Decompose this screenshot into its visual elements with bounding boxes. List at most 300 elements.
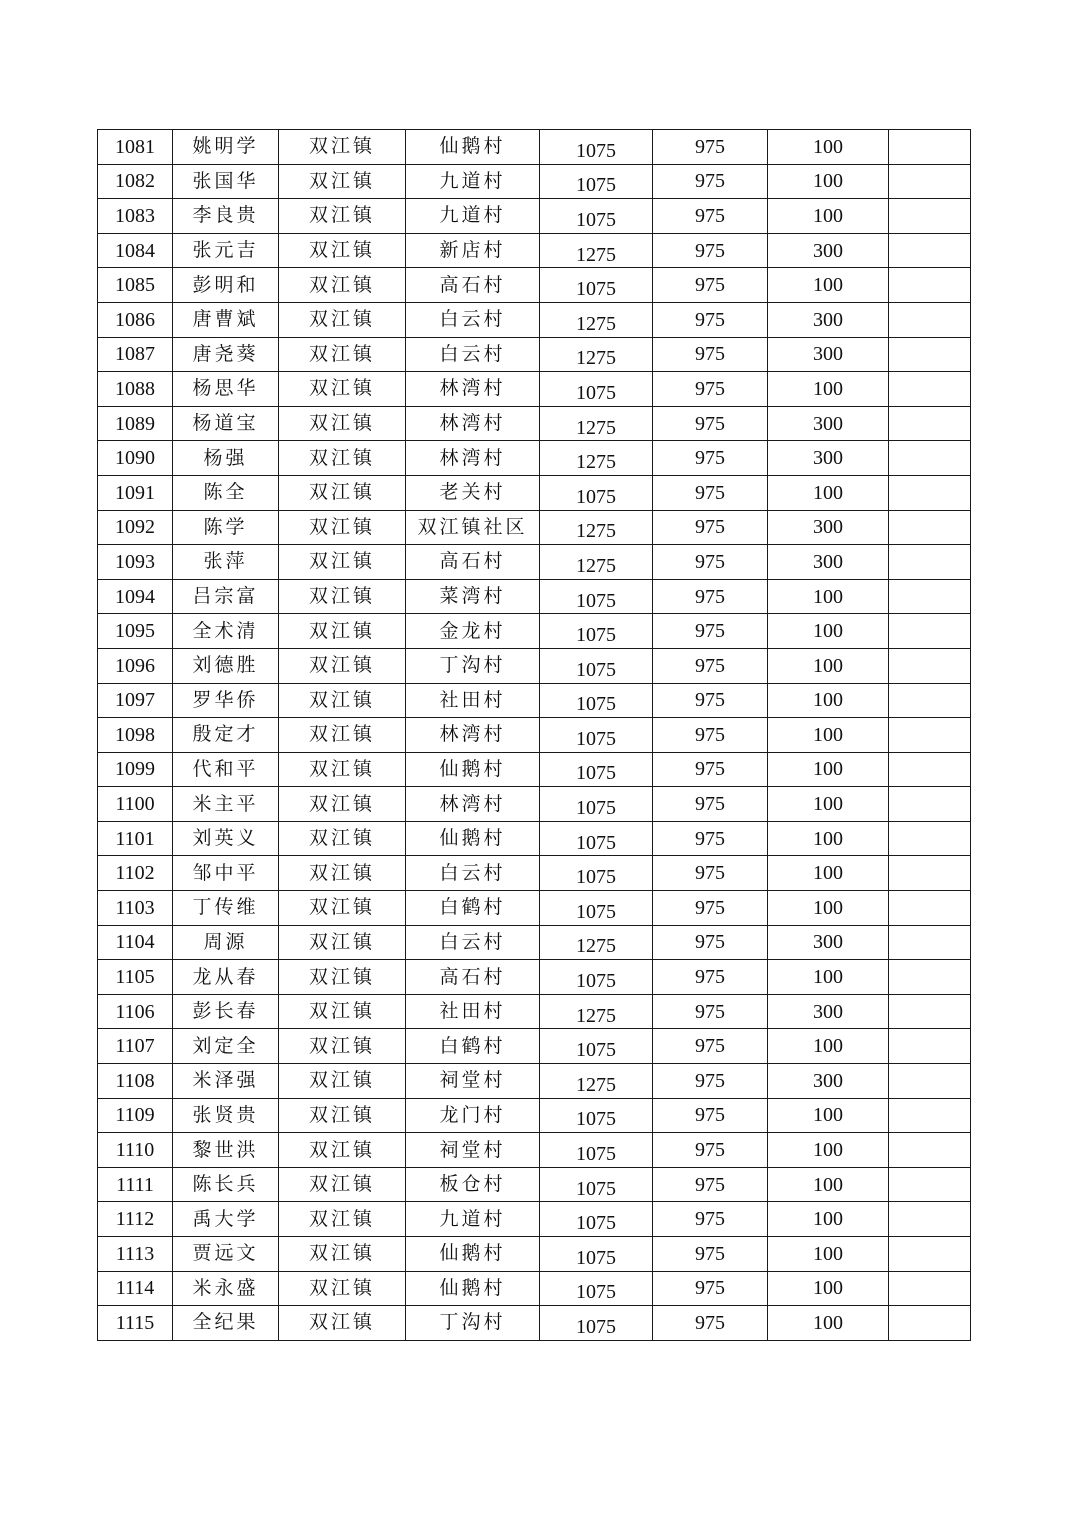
- table-row: [98, 787, 971, 822]
- total-amount-cell: 1075: [540, 1271, 653, 1306]
- base-amount-cell: 975: [653, 475, 768, 510]
- town-cell: 双江镇: [279, 718, 406, 753]
- base-amount-cell: 975: [653, 1133, 768, 1168]
- name-cell: 代和平: [173, 752, 279, 787]
- extra-amount-cell: 100: [768, 1098, 889, 1133]
- town-cell: 双江镇: [279, 1133, 406, 1168]
- town-cell: 双江镇: [279, 130, 406, 165]
- extra-amount-cell: 100: [768, 199, 889, 234]
- town-cell: 双江镇: [279, 1237, 406, 1272]
- total-amount-cell: 1075: [540, 1237, 653, 1272]
- town-cell: 双江镇: [279, 787, 406, 822]
- row-number-cell: 1085: [98, 268, 173, 303]
- table-row: [98, 545, 971, 580]
- row-number-cell: 1103: [98, 891, 173, 926]
- village-cell: 九道村: [406, 1202, 540, 1237]
- town-cell: 双江镇: [279, 752, 406, 787]
- table-row: [98, 302, 971, 337]
- base-amount-cell: 975: [653, 337, 768, 372]
- total-amount-cell: 1075: [540, 614, 653, 649]
- table-row: [98, 856, 971, 891]
- row-number-cell: 1081: [98, 130, 173, 165]
- base-amount-cell: 975: [653, 199, 768, 234]
- town-cell: 双江镇: [279, 233, 406, 268]
- remark-cell: [889, 337, 971, 372]
- total-amount-cell: 1075: [540, 856, 653, 891]
- village-cell: 白鹤村: [406, 891, 540, 926]
- table-row: [98, 614, 971, 649]
- base-amount-cell: 975: [653, 891, 768, 926]
- town-cell: 双江镇: [279, 199, 406, 234]
- total-amount-cell: 1075: [540, 1098, 653, 1133]
- remark-cell: [889, 718, 971, 753]
- village-cell: 社田村: [406, 994, 540, 1029]
- table-row: [98, 130, 971, 165]
- name-cell: 黎世洪: [173, 1133, 279, 1168]
- total-amount-cell: 1075: [540, 1202, 653, 1237]
- base-amount-cell: 975: [653, 856, 768, 891]
- village-cell: 林湾村: [406, 406, 540, 441]
- town-cell: 双江镇: [279, 1167, 406, 1202]
- base-amount-cell: 975: [653, 372, 768, 407]
- extra-amount-cell: 100: [768, 372, 889, 407]
- row-number-cell: 1089: [98, 406, 173, 441]
- name-cell: 杨思华: [173, 372, 279, 407]
- base-amount-cell: 975: [653, 821, 768, 856]
- village-cell: 高石村: [406, 960, 540, 995]
- total-amount-cell: 1075: [540, 1167, 653, 1202]
- town-cell: 双江镇: [279, 475, 406, 510]
- name-cell: 丁传维: [173, 891, 279, 926]
- total-amount-cell: 1275: [540, 302, 653, 337]
- row-number-cell: 1102: [98, 856, 173, 891]
- name-cell: 刘德胜: [173, 648, 279, 683]
- table-row: [98, 1271, 971, 1306]
- total-amount-cell: 1075: [540, 821, 653, 856]
- row-number-cell: 1112: [98, 1202, 173, 1237]
- base-amount-cell: 975: [653, 718, 768, 753]
- remark-cell: [889, 130, 971, 165]
- row-number-cell: 1082: [98, 164, 173, 199]
- remark-cell: [889, 1237, 971, 1272]
- town-cell: 双江镇: [279, 1202, 406, 1237]
- name-cell: 陈长兵: [173, 1167, 279, 1202]
- remark-cell: [889, 1306, 971, 1341]
- village-cell: 九道村: [406, 199, 540, 234]
- village-cell: 金龙村: [406, 614, 540, 649]
- name-cell: 陈学: [173, 510, 279, 545]
- base-amount-cell: 975: [653, 683, 768, 718]
- base-amount-cell: 975: [653, 1064, 768, 1099]
- village-cell: 双江镇社区: [406, 510, 540, 545]
- total-amount-cell: 1275: [540, 545, 653, 580]
- row-number-cell: 1101: [98, 821, 173, 856]
- name-cell: 米主平: [173, 787, 279, 822]
- village-cell: 仙鹅村: [406, 1237, 540, 1272]
- remark-cell: [889, 1098, 971, 1133]
- row-number-cell: 1096: [98, 648, 173, 683]
- base-amount-cell: 975: [653, 960, 768, 995]
- table-row: [98, 891, 971, 926]
- table-row: [98, 406, 971, 441]
- extra-amount-cell: 100: [768, 1029, 889, 1064]
- total-amount-cell: 1075: [540, 475, 653, 510]
- name-cell: 张贤贵: [173, 1098, 279, 1133]
- table-row: [98, 475, 971, 510]
- total-amount-cell: 1075: [540, 372, 653, 407]
- row-number-cell: 1087: [98, 337, 173, 372]
- table-row: [98, 718, 971, 753]
- remark-cell: [889, 199, 971, 234]
- name-cell: 米泽强: [173, 1064, 279, 1099]
- row-number-cell: 1098: [98, 718, 173, 753]
- name-cell: 张国华: [173, 164, 279, 199]
- village-cell: 龙门村: [406, 1098, 540, 1133]
- name-cell: 殷定才: [173, 718, 279, 753]
- total-amount-cell: 1275: [540, 337, 653, 372]
- extra-amount-cell: 300: [768, 441, 889, 476]
- village-cell: 仙鹅村: [406, 752, 540, 787]
- name-cell: 张萍: [173, 545, 279, 580]
- base-amount-cell: 975: [653, 787, 768, 822]
- extra-amount-cell: 100: [768, 1133, 889, 1168]
- village-cell: 社田村: [406, 683, 540, 718]
- name-cell: 周源: [173, 925, 279, 960]
- town-cell: 双江镇: [279, 164, 406, 199]
- remark-cell: [889, 579, 971, 614]
- remark-cell: [889, 856, 971, 891]
- name-cell: 陈全: [173, 475, 279, 510]
- village-cell: 白云村: [406, 856, 540, 891]
- village-cell: 林湾村: [406, 441, 540, 476]
- extra-amount-cell: 100: [768, 891, 889, 926]
- extra-amount-cell: 100: [768, 1167, 889, 1202]
- remark-cell: [889, 683, 971, 718]
- base-amount-cell: 975: [653, 648, 768, 683]
- name-cell: 全术清: [173, 614, 279, 649]
- total-amount-cell: 1075: [540, 752, 653, 787]
- town-cell: 双江镇: [279, 441, 406, 476]
- total-amount-cell: 1275: [540, 233, 653, 268]
- village-cell: 丁沟村: [406, 648, 540, 683]
- row-number-cell: 1105: [98, 960, 173, 995]
- town-cell: 双江镇: [279, 960, 406, 995]
- extra-amount-cell: 100: [768, 614, 889, 649]
- base-amount-cell: 975: [653, 1167, 768, 1202]
- extra-amount-cell: 300: [768, 510, 889, 545]
- town-cell: 双江镇: [279, 683, 406, 718]
- village-cell: 新店村: [406, 233, 540, 268]
- row-number-cell: 1094: [98, 579, 173, 614]
- name-cell: 罗华侨: [173, 683, 279, 718]
- village-cell: 高石村: [406, 545, 540, 580]
- base-amount-cell: 975: [653, 302, 768, 337]
- table-row: [98, 648, 971, 683]
- table-row: [98, 579, 971, 614]
- village-cell: 仙鹅村: [406, 1271, 540, 1306]
- remark-cell: [889, 752, 971, 787]
- remark-cell: [889, 648, 971, 683]
- base-amount-cell: 975: [653, 1306, 768, 1341]
- row-number-cell: 1106: [98, 994, 173, 1029]
- town-cell: 双江镇: [279, 1271, 406, 1306]
- name-cell: 唐曹斌: [173, 302, 279, 337]
- table-row: [98, 1237, 971, 1272]
- base-amount-cell: 975: [653, 752, 768, 787]
- remark-cell: [889, 1271, 971, 1306]
- village-cell: 九道村: [406, 164, 540, 199]
- village-cell: 丁沟村: [406, 1306, 540, 1341]
- town-cell: 双江镇: [279, 1306, 406, 1341]
- remark-cell: [889, 372, 971, 407]
- extra-amount-cell: 100: [768, 718, 889, 753]
- table-row: [98, 372, 971, 407]
- table-row: [98, 164, 971, 199]
- row-number-cell: 1099: [98, 752, 173, 787]
- table-row: [98, 683, 971, 718]
- row-number-cell: 1083: [98, 199, 173, 234]
- name-cell: 姚明学: [173, 130, 279, 165]
- village-cell: 老关村: [406, 475, 540, 510]
- town-cell: 双江镇: [279, 406, 406, 441]
- total-amount-cell: 1075: [540, 130, 653, 165]
- row-number-cell: 1111: [98, 1167, 173, 1202]
- table-row: [98, 441, 971, 476]
- total-amount-cell: 1075: [540, 164, 653, 199]
- data-table: [97, 129, 971, 1341]
- remark-cell: [889, 960, 971, 995]
- table-row: [98, 1098, 971, 1133]
- row-number-cell: 1114: [98, 1271, 173, 1306]
- table-row: [98, 268, 971, 303]
- base-amount-cell: 975: [653, 233, 768, 268]
- row-number-cell: 1110: [98, 1133, 173, 1168]
- remark-cell: [889, 891, 971, 926]
- table-row: [98, 1133, 971, 1168]
- base-amount-cell: 975: [653, 510, 768, 545]
- table-row: [98, 1202, 971, 1237]
- remark-cell: [889, 1202, 971, 1237]
- table-row: [98, 752, 971, 787]
- total-amount-cell: 1075: [540, 1029, 653, 1064]
- remark-cell: [889, 164, 971, 199]
- town-cell: 双江镇: [279, 579, 406, 614]
- name-cell: 全纪果: [173, 1306, 279, 1341]
- town-cell: 双江镇: [279, 268, 406, 303]
- extra-amount-cell: 100: [768, 268, 889, 303]
- remark-cell: [889, 302, 971, 337]
- town-cell: 双江镇: [279, 614, 406, 649]
- row-number-cell: 1084: [98, 233, 173, 268]
- name-cell: 张元吉: [173, 233, 279, 268]
- extra-amount-cell: 100: [768, 164, 889, 199]
- row-number-cell: 1107: [98, 1029, 173, 1064]
- row-number-cell: 1108: [98, 1064, 173, 1099]
- name-cell: 李良贵: [173, 199, 279, 234]
- name-cell: 禹大学: [173, 1202, 279, 1237]
- extra-amount-cell: 300: [768, 994, 889, 1029]
- base-amount-cell: 975: [653, 925, 768, 960]
- town-cell: 双江镇: [279, 372, 406, 407]
- remark-cell: [889, 441, 971, 476]
- extra-amount-cell: 300: [768, 337, 889, 372]
- name-cell: 刘定全: [173, 1029, 279, 1064]
- table-row: [98, 994, 971, 1029]
- total-amount-cell: 1075: [540, 1133, 653, 1168]
- row-number-cell: 1090: [98, 441, 173, 476]
- remark-cell: [889, 268, 971, 303]
- extra-amount-cell: 100: [768, 130, 889, 165]
- extra-amount-cell: 100: [768, 960, 889, 995]
- town-cell: 双江镇: [279, 1064, 406, 1099]
- base-amount-cell: 975: [653, 268, 768, 303]
- table-row: [98, 1167, 971, 1202]
- town-cell: 双江镇: [279, 510, 406, 545]
- total-amount-cell: 1075: [540, 683, 653, 718]
- name-cell: 唐尧葵: [173, 337, 279, 372]
- extra-amount-cell: 100: [768, 1237, 889, 1272]
- name-cell: 刘英义: [173, 821, 279, 856]
- total-amount-cell: 1075: [540, 268, 653, 303]
- town-cell: 双江镇: [279, 891, 406, 926]
- extra-amount-cell: 100: [768, 787, 889, 822]
- town-cell: 双江镇: [279, 1098, 406, 1133]
- extra-amount-cell: 100: [768, 1306, 889, 1341]
- extra-amount-cell: 100: [768, 856, 889, 891]
- remark-cell: [889, 994, 971, 1029]
- total-amount-cell: 1075: [540, 960, 653, 995]
- village-cell: 仙鹅村: [406, 821, 540, 856]
- remark-cell: [889, 545, 971, 580]
- remark-cell: [889, 787, 971, 822]
- town-cell: 双江镇: [279, 337, 406, 372]
- base-amount-cell: 975: [653, 994, 768, 1029]
- table-row: [98, 510, 971, 545]
- base-amount-cell: 975: [653, 1271, 768, 1306]
- base-amount-cell: 975: [653, 1237, 768, 1272]
- town-cell: 双江镇: [279, 302, 406, 337]
- name-cell: 米永盛: [173, 1271, 279, 1306]
- remark-cell: [889, 406, 971, 441]
- remark-cell: [889, 1064, 971, 1099]
- total-amount-cell: 1275: [540, 441, 653, 476]
- table-row: [98, 1029, 971, 1064]
- village-cell: 菜湾村: [406, 579, 540, 614]
- village-cell: 林湾村: [406, 787, 540, 822]
- remark-cell: [889, 821, 971, 856]
- remark-cell: [889, 510, 971, 545]
- extra-amount-cell: 300: [768, 925, 889, 960]
- name-cell: 贾远文: [173, 1237, 279, 1272]
- total-amount-cell: 1075: [540, 891, 653, 926]
- base-amount-cell: 975: [653, 406, 768, 441]
- table-row: [98, 233, 971, 268]
- total-amount-cell: 1075: [540, 787, 653, 822]
- row-number-cell: 1092: [98, 510, 173, 545]
- town-cell: 双江镇: [279, 821, 406, 856]
- extra-amount-cell: 100: [768, 579, 889, 614]
- row-number-cell: 1093: [98, 545, 173, 580]
- name-cell: 邹中平: [173, 856, 279, 891]
- row-number-cell: 1115: [98, 1306, 173, 1341]
- extra-amount-cell: 100: [768, 1202, 889, 1237]
- extra-amount-cell: 100: [768, 752, 889, 787]
- table-row: [98, 1064, 971, 1099]
- total-amount-cell: 1075: [540, 199, 653, 234]
- base-amount-cell: 975: [653, 545, 768, 580]
- extra-amount-cell: 300: [768, 545, 889, 580]
- remark-cell: [889, 233, 971, 268]
- row-number-cell: 1088: [98, 372, 173, 407]
- name-cell: 龙从春: [173, 960, 279, 995]
- remark-cell: [889, 614, 971, 649]
- total-amount-cell: 1275: [540, 994, 653, 1029]
- table-row: [98, 199, 971, 234]
- base-amount-cell: 975: [653, 164, 768, 199]
- row-number-cell: 1104: [98, 925, 173, 960]
- extra-amount-cell: 100: [768, 475, 889, 510]
- village-cell: 林湾村: [406, 372, 540, 407]
- village-cell: 白云村: [406, 337, 540, 372]
- village-cell: 白云村: [406, 925, 540, 960]
- table-row: [98, 960, 971, 995]
- base-amount-cell: 975: [653, 130, 768, 165]
- base-amount-cell: 975: [653, 441, 768, 476]
- row-number-cell: 1113: [98, 1237, 173, 1272]
- village-cell: 林湾村: [406, 718, 540, 753]
- total-amount-cell: 1275: [540, 510, 653, 545]
- extra-amount-cell: 100: [768, 683, 889, 718]
- extra-amount-cell: 300: [768, 233, 889, 268]
- remark-cell: [889, 1029, 971, 1064]
- town-cell: 双江镇: [279, 545, 406, 580]
- extra-amount-cell: 300: [768, 406, 889, 441]
- table-row: [98, 1306, 971, 1341]
- town-cell: 双江镇: [279, 856, 406, 891]
- extra-amount-cell: 100: [768, 821, 889, 856]
- total-amount-cell: 1275: [540, 406, 653, 441]
- remark-cell: [889, 925, 971, 960]
- row-number-cell: 1086: [98, 302, 173, 337]
- village-cell: 祠堂村: [406, 1064, 540, 1099]
- row-number-cell: 1097: [98, 683, 173, 718]
- table-row: [98, 925, 971, 960]
- extra-amount-cell: 300: [768, 1064, 889, 1099]
- remark-cell: [889, 1167, 971, 1202]
- town-cell: 双江镇: [279, 1029, 406, 1064]
- total-amount-cell: 1075: [540, 648, 653, 683]
- name-cell: 吕宗富: [173, 579, 279, 614]
- base-amount-cell: 975: [653, 1098, 768, 1133]
- name-cell: 彭明和: [173, 268, 279, 303]
- table-row: [98, 821, 971, 856]
- base-amount-cell: 975: [653, 579, 768, 614]
- village-cell: 板仓村: [406, 1167, 540, 1202]
- village-cell: 白鹤村: [406, 1029, 540, 1064]
- extra-amount-cell: 100: [768, 1271, 889, 1306]
- row-number-cell: 1095: [98, 614, 173, 649]
- base-amount-cell: 975: [653, 614, 768, 649]
- row-number-cell: 1100: [98, 787, 173, 822]
- village-cell: 白云村: [406, 302, 540, 337]
- total-amount-cell: 1075: [540, 579, 653, 614]
- town-cell: 双江镇: [279, 925, 406, 960]
- name-cell: 杨道宝: [173, 406, 279, 441]
- row-number-cell: 1109: [98, 1098, 173, 1133]
- base-amount-cell: 975: [653, 1029, 768, 1064]
- remark-cell: [889, 475, 971, 510]
- total-amount-cell: 1275: [540, 925, 653, 960]
